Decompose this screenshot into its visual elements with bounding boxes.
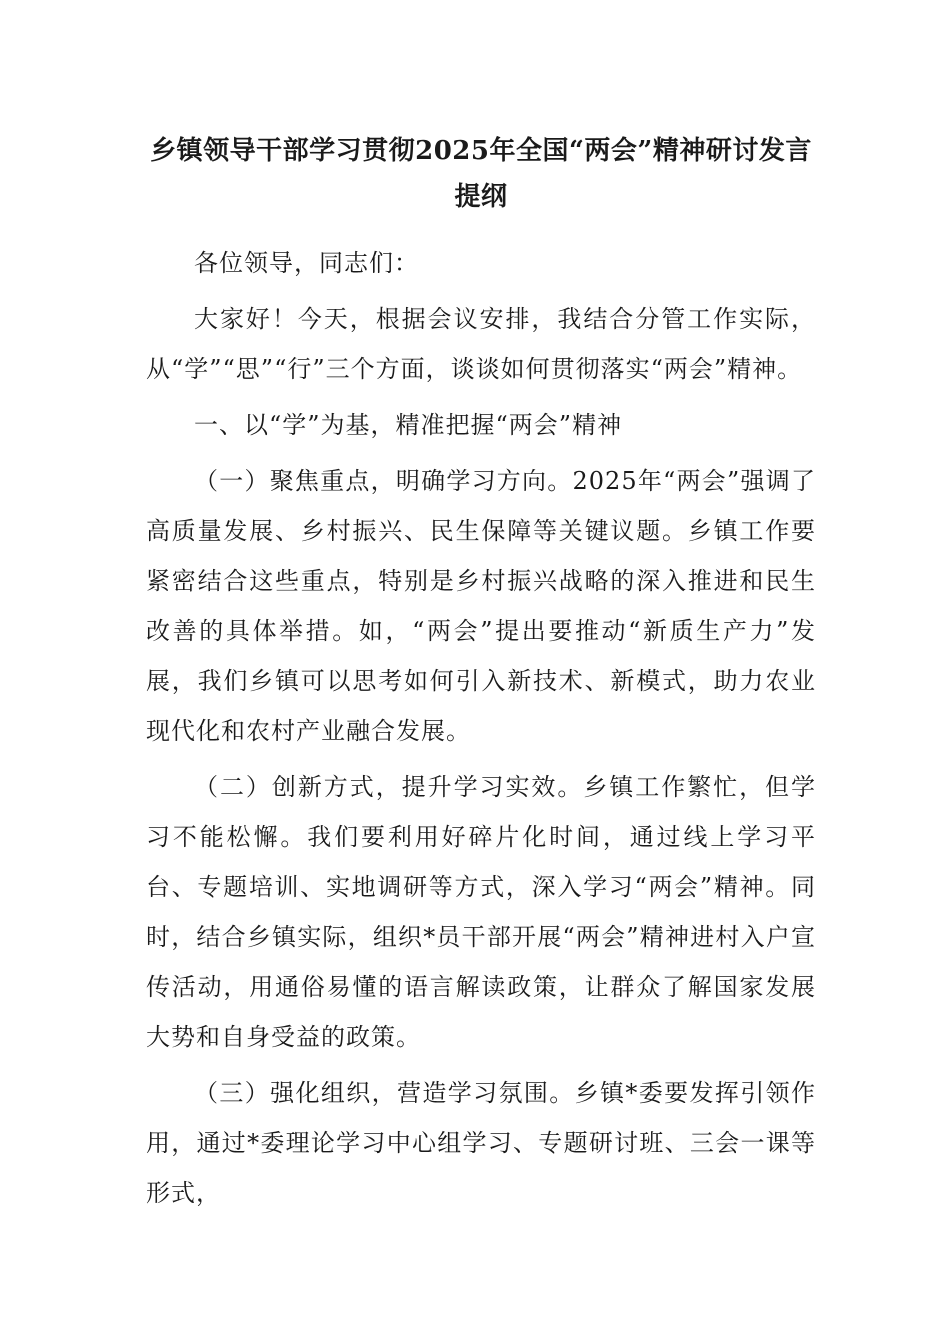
subsection-1-2: （二）创新方式，提升学习实效。乡镇工作繁忙，但学习不能松懈。我们要利用好碎片化时间，通过线上学习平台、专题培训、实地调研等方式，深入学习“两会”精神。同时，结合乡镇实际，组织*员干部开展“两会”精神进村入户宣传活动，用通俗易懂的语言解读政策，让群众了解国家发展大势和自身受益的政策。 xyxy=(146,773,816,1051)
opening-paragraph: 大家好！今天，根据会议安排，我结合分管工作实际，从“学”“思”“行”三个方面，谈谈如何贯彻落实“两会”精神。 xyxy=(146,305,816,383)
document-page xyxy=(146,128,816,1218)
document-title-line-2: 提纲 xyxy=(454,182,508,212)
document-title-line-1: 乡镇领导干部学习贯彻2025年全国“两会”精神研讨发言 xyxy=(150,136,812,166)
salutation: 各位领导，同志们： xyxy=(194,249,419,277)
subsection-1-3: （三）强化组织，营造学习氛围。乡镇*委要发挥引领作用，通过*委理论学习中心组学习、专题研讨班、三会一课等形式， xyxy=(146,1079,816,1207)
subsection-1-1: （一）聚焦重点，明确学习方向。2025年“两会”强调了高质量发展、乡村振兴、民生保障等关键议题。乡镇工作要紧密结合这些重点，特别是乡村振兴战略的深入推进和民生改善的具体举措。如，“两会”提出要推动“新质生产力”发展，我们乡镇可以思考如何引入新技术、新模式，助力农业现代化和农村产业融合发展。 xyxy=(146,467,816,745)
section-heading-1: 一、以“学”为基，精准把握“两会”精神 xyxy=(194,411,623,439)
